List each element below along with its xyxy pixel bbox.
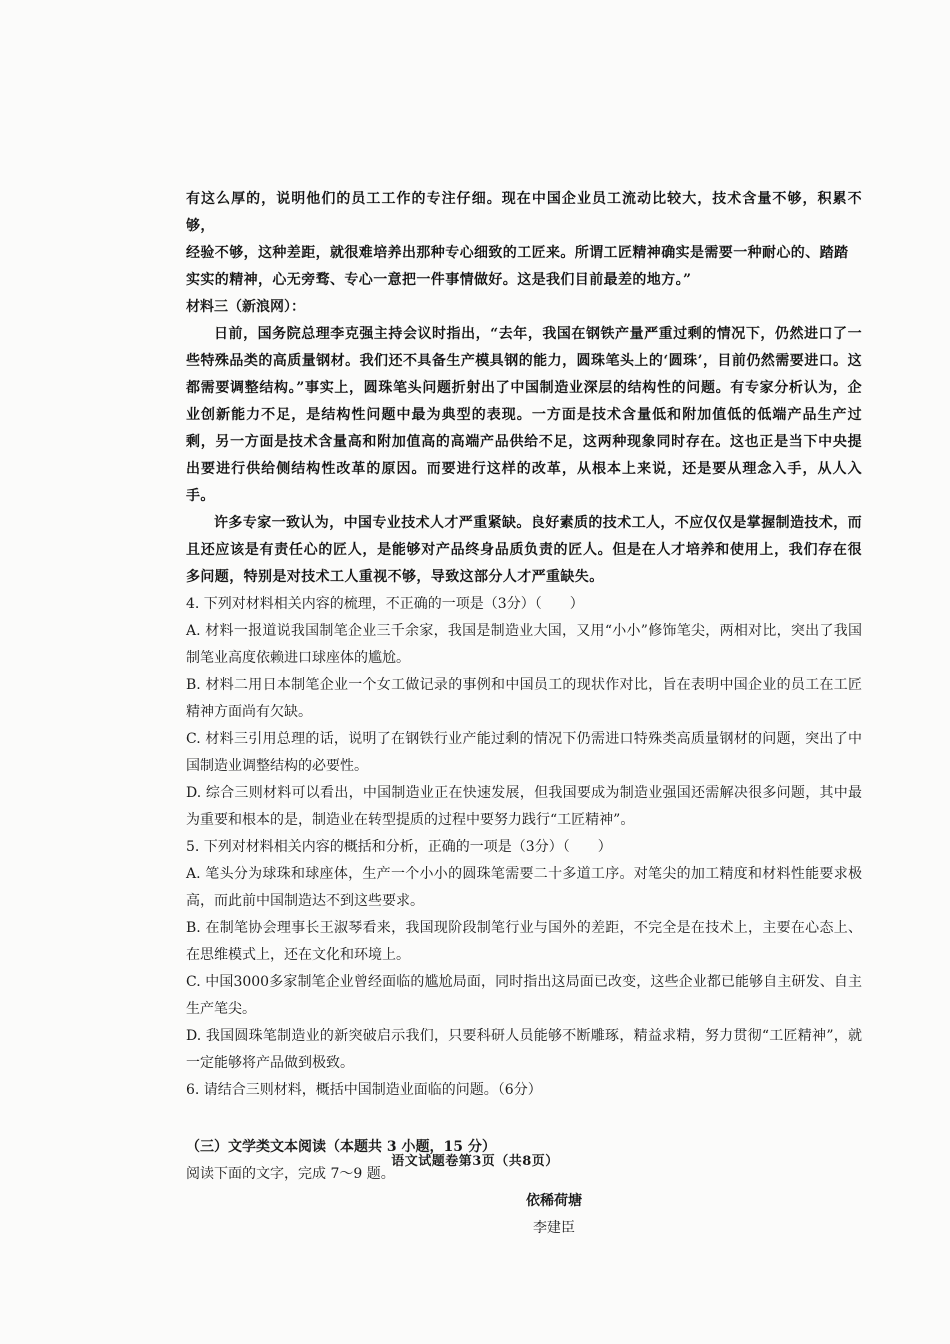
passage-line: 有这么厚的，说明他们的员工工作的专注仔细。现在中国企业员工流动比较大，技术含量不够，积累不够， bbox=[186, 191, 862, 234]
question-4-option-a: A. 材料一报道说我国制笔企业三千余家，我国是制造业大国，又用“小小”修饰笔尖，两相对比，突出了我国制笔业高度依赖进口球座体的尴尬。 bbox=[186, 623, 862, 666]
question-4-option-d: D. 综合三则材料可以看出，中国制造业正在快速发展，但我国要成为制造业强国还需解决很多问题，其中最为重要和根本的是，制造业在转型提质的过程中要努力践行“工匠精神”。 bbox=[186, 785, 862, 828]
page-footer: 语文试题卷第3页（共8页） bbox=[391, 1154, 559, 1169]
question-5-option-b: B. 在制笔协会理事长王淑琴看来，我国现阶段制笔行业与国外的差距，不完全是在技术上，主要在心态上、在思维模式上，还在文化和环境上。 bbox=[186, 920, 862, 963]
section-gap bbox=[186, 1104, 862, 1120]
question-4-option-b: B. 材料二用日本制笔企业一个女工做记录的事例和中国员工的现状作对比，旨在表明中国企业的员工在工匠精神方面尚有欠缺。 bbox=[186, 677, 862, 720]
question-4-option-c: C. 材料三引用总理的话，说明了在钢铁行业产能过剩的情况下仍需进口特殊类高质量钢材的问题，突出了中国制造业调整结构的必要性。 bbox=[186, 731, 862, 774]
question-5-stem: 5. 下列对材料相关内容的概括和分析，正确的一项是（3分）（ ） bbox=[186, 839, 612, 855]
question-4-stem: 4. 下列对材料相关内容的梳理，不正确的一项是（3分）（ ） bbox=[186, 596, 584, 612]
section-3-instruction: 阅读下面的文字，完成 7～9 题。 bbox=[186, 1166, 395, 1182]
page-content bbox=[186, 186, 862, 1242]
article-title: 依稀荷塘 bbox=[526, 1193, 582, 1209]
question-6: 6. 请结合三则材料，概括中国制造业面临的问题。（6分） bbox=[186, 1082, 542, 1098]
question-5-option-d: D. 我国圆珠笔制造业的新突破启示我们，只要科研人员能够不断雕琢，精益求精，努力贯彻“工匠精神”，就一定能够将产品做到极致。 bbox=[186, 1028, 862, 1071]
question-5-option-c: C. 中国3000多家制笔企业曾经面临的尴尬局面，同时指出这局面已改变，这些企业都已能够自主研发、自主生产笔尖。 bbox=[186, 974, 862, 1017]
material3-paragraph-2: 许多专家一致认为，中国专业技术人才严重紧缺。良好素质的技术工人，不应仅仅是掌握制造技术，而且还应该是有责任心的匠人，是能够对产品终身品质负责的匠人。但是在人才培养和使用上，我们存在很多问题，特别是对技术工人重视不够，导致这部分人才严重缺失。 bbox=[186, 515, 862, 585]
section-3-title: （三）文学类文本阅读（本题共 3 小题，15 分） bbox=[186, 1139, 496, 1155]
question-4 bbox=[186, 591, 862, 834]
passage-line: 经验不够，这种差距，就很难培养出那种专心细致的工匠来。所谓工匠精神确实是需要一种耐心的、踏踏 bbox=[186, 245, 849, 261]
question-5-option-a: A. 笔头分为球珠和球座体，生产一个小小的圆珠笔需要二十多道工序。对笔尖的加工精度和材料性能要求极高，而此前中国制造达不到这些要求。 bbox=[186, 866, 862, 909]
passage-line: 实实的精神，心无旁骛、专心一意把一件事情做好。这是我们目前最差的地方。” bbox=[186, 272, 692, 288]
article-author: 李建臣 bbox=[533, 1220, 575, 1236]
material3-paragraph-1: 日前，国务院总理李克强主持会议时指出，“去年，我国在钢铁产量严重过剩的情况下，仍然进口了一些特殊品类的高质量钢材。我们还不具备生产模具钢的能力，圆珠笔头上的‘圆珠’，目前仍然需要进口。这都需要调整结构。”事实上，圆珠笔头问题折射出了中国制造业深层的结构性的问题。有专家分析认为，企业创新能力不足，是结构性问题中最为典型的表现。一方面是技术含量低和附加值低的低端产品生产过剩，另一方面是技术含量高和附加值高的高端产品供给不足，这两种现象同时存在。这也正是当下中央提出要进行供给侧结构性改革的原因。而要进行这样的改革，从根本上来说，还是要从理念入手，从人入手。 bbox=[186, 326, 862, 504]
question-5 bbox=[186, 834, 862, 1077]
material3-heading: 材料三（新浪网）： bbox=[186, 299, 305, 315]
